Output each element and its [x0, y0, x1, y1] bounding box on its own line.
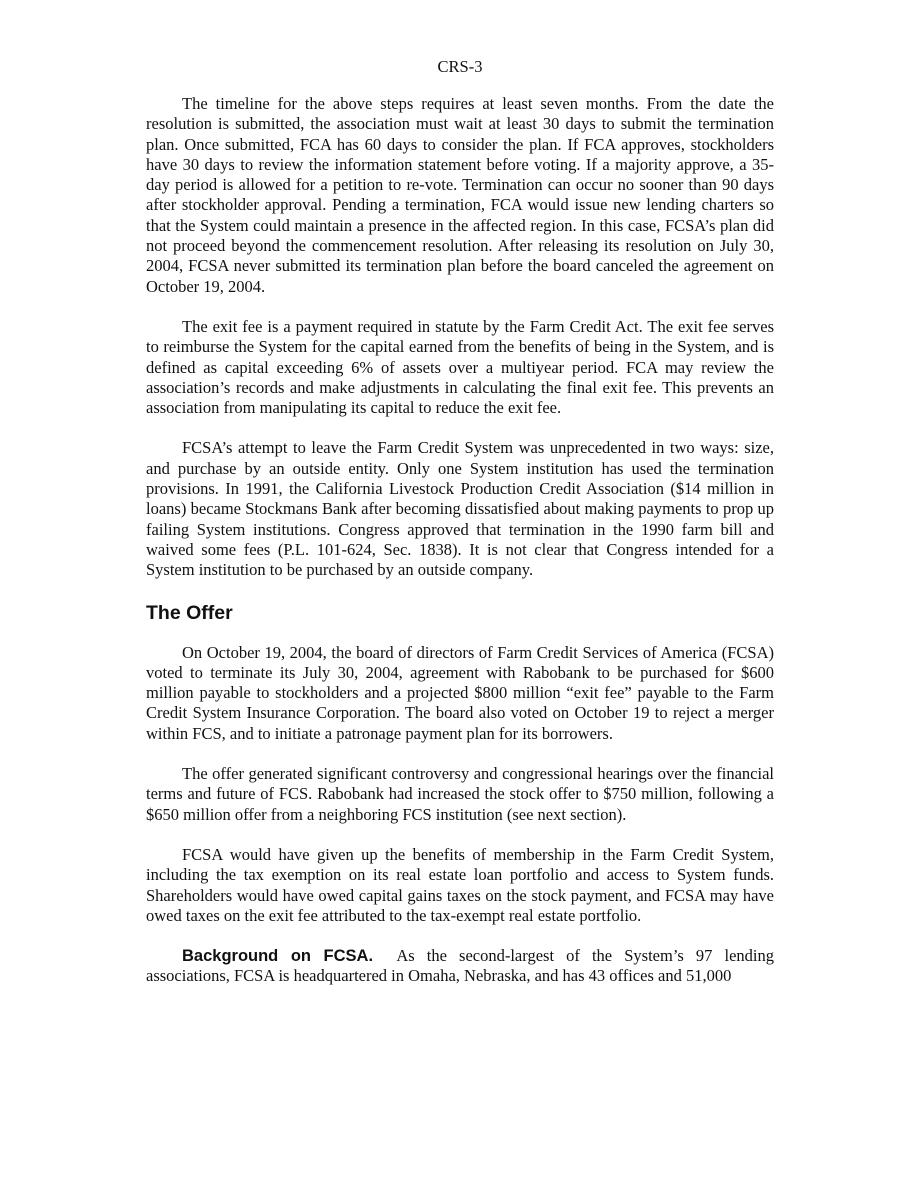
paragraph-exit-fee: The exit fee is a payment required in statute by the Farm Credit Act. The exit fee serves to reimburse the System for the capital earned from the benefits of being in the System, and is defined as capital exceeding 6% of assets over a multiyear period. FCA may review the association’s records and make adjustments in calculating the final exit fee. This prevents an association from manipulating its capital to reduce the exit fee. — [146, 316, 774, 418]
paragraph-offer-controversy: The offer generated significant controversy and congressional hearings over the financial terms and future of FCS. Rabobank had increased the stock offer to $750 million, following a $650 million offer from a neighboring FCS institution (see next section). — [146, 764, 774, 824]
background-text: As the second-largest of the System’s 97 lending associations, FCSA is headquartered in Omaha, Nebraska, and has 43 offices and 51,000 — [146, 946, 775, 986]
paragraph-timeline: The timeline for the above steps requires at least seven months. From the date the resolution is submitted, the association must wait at least 30 days to submit the termination plan. Once submitted, FCA has 60 days to consider the plan. If FCA approves, stockholders have 30 days to review the information statement before voting. If a majority approve, a 35-day period is allowed for a petition to re-vote. Termination can occur no sooner than 90 days after stockholder approval. Pending a termination, FCA would issue new lending charters so that the System could maintain a presence in the affected region. In this case, FCSA’s plan did not proceed beyond the commencement resolution. After releasing its resolution on July 30, 2004, FCSA never submitted its termination plan before the board canceled the agreement on October 19, 2004. — [146, 94, 774, 296]
document-body — [146, 94, 774, 1007]
section-heading-the-offer: The Offer — [146, 601, 233, 624]
paragraph-membership-benefits: FCSA would have given up the benefits of membership in the Farm Credit System, including the tax exemption on its real estate loan portfolio and access to System funds. Shareholders would have owed capital gains taxes on the stock payment, and FCSA may have owed taxes on the exit fee attributed to the tax-exempt real estate portfolio. — [146, 844, 774, 925]
page-number-header: CRS-3 — [437, 57, 483, 76]
paragraph-offer-vote: On October 19, 2004, the board of directors of Farm Credit Services of America (FCSA) voted to terminate its July 30, 2004, agreement with Rabobank to be purchased for $600 million payable to stockholders and a projected $800 million “exit fee” payable to the Farm Credit System Insurance Corporation. The board also voted on October 19 to reject a merger within FCS, and to initiate a patronage payment plan for its borrowers. — [146, 642, 774, 743]
paragraph-background-fcsa — [146, 946, 774, 987]
run-in-heading-background: Background on FCSA. — [182, 947, 374, 966]
paragraph-unprecedented: FCSA’s attempt to leave the Farm Credit System was unprecedented in two ways: size, and purchase by an outside entity. Only one System institution has used the termination provisions. In 1991, the California Livestock Production Credit Association ($14 million in loans) became Stockmans Bank after becoming dissatisfied about making payments to prop up failing System institutions. Congress approved that termination in the 1990 farm bill and waived some fees (P.L. 101-624, Sec. 1838). It is not clear that Congress intended for a System institution to be purchased by an outside company. — [146, 438, 774, 580]
